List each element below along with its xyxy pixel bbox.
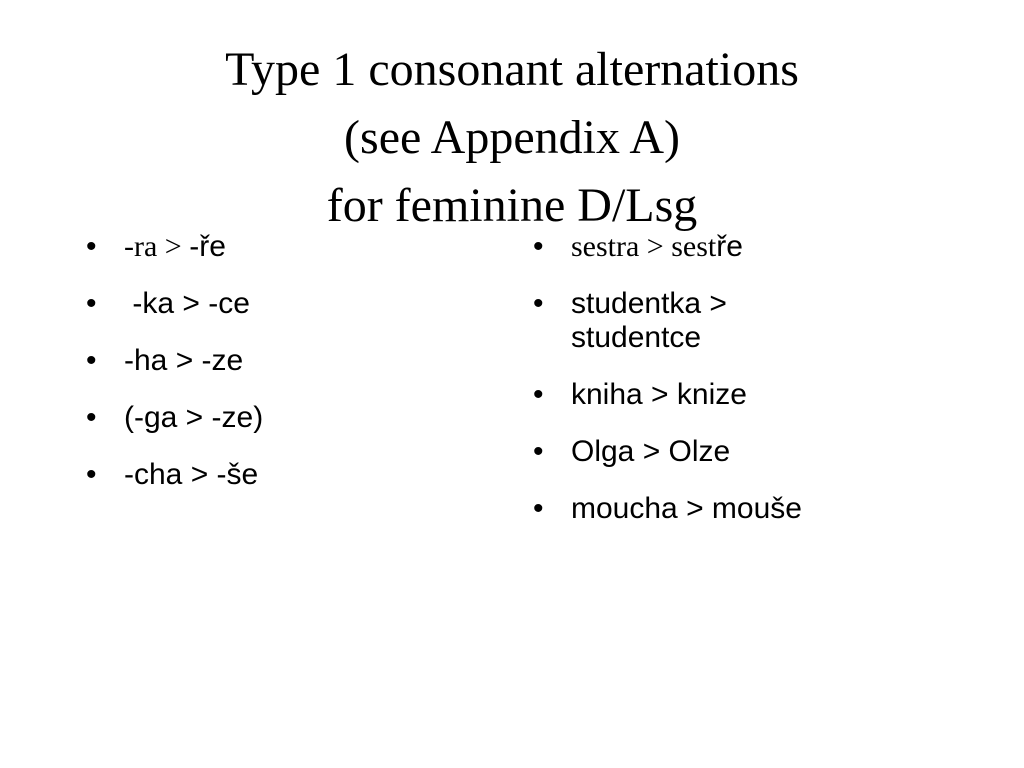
bullet-icon: • <box>533 378 544 411</box>
list-item <box>86 458 466 492</box>
bullet-icon: • <box>533 287 544 320</box>
left-bullet-list <box>86 230 466 515</box>
list-item <box>533 287 806 355</box>
item-text: ře <box>716 230 743 263</box>
item-text: -ře <box>189 230 226 263</box>
bullet-icon: • <box>86 344 97 377</box>
slide-title <box>0 36 1024 240</box>
bullet-icon: • <box>533 230 544 263</box>
list-item <box>533 435 933 469</box>
bullet-icon: • <box>533 492 544 525</box>
item-text: studentka > studentce <box>571 287 727 354</box>
item-text: Olga > Olze <box>571 435 731 468</box>
title-line-3: for feminine D/Lsg <box>326 179 698 232</box>
bullet-icon: • <box>86 287 97 320</box>
bullet-icon: • <box>86 458 97 491</box>
bullet-icon: • <box>86 401 97 434</box>
bullet-icon: • <box>86 230 97 263</box>
list-item <box>533 230 933 264</box>
right-bullet-list <box>533 230 933 549</box>
item-text-serif: -ra > <box>124 230 190 263</box>
list-item <box>86 230 466 264</box>
title-line-2: (see Appendix A) <box>344 111 680 164</box>
list-item <box>86 344 466 378</box>
list-item <box>533 378 933 412</box>
title-line-1: Type 1 consonant alternations <box>225 43 799 96</box>
item-text: -cha > -še <box>124 458 259 491</box>
item-text: -ka > -ce <box>124 287 250 320</box>
list-item <box>86 287 466 321</box>
item-text-serif: sestra > sest <box>571 230 717 263</box>
list-item <box>86 401 466 435</box>
bullet-icon: • <box>533 435 544 468</box>
item-text: -ha > -ze <box>124 344 244 377</box>
item-text: (-ga > -ze) <box>124 401 264 434</box>
item-text: moucha > mouše <box>571 492 802 525</box>
item-text: kniha > knize <box>571 378 747 411</box>
list-item <box>533 492 933 526</box>
